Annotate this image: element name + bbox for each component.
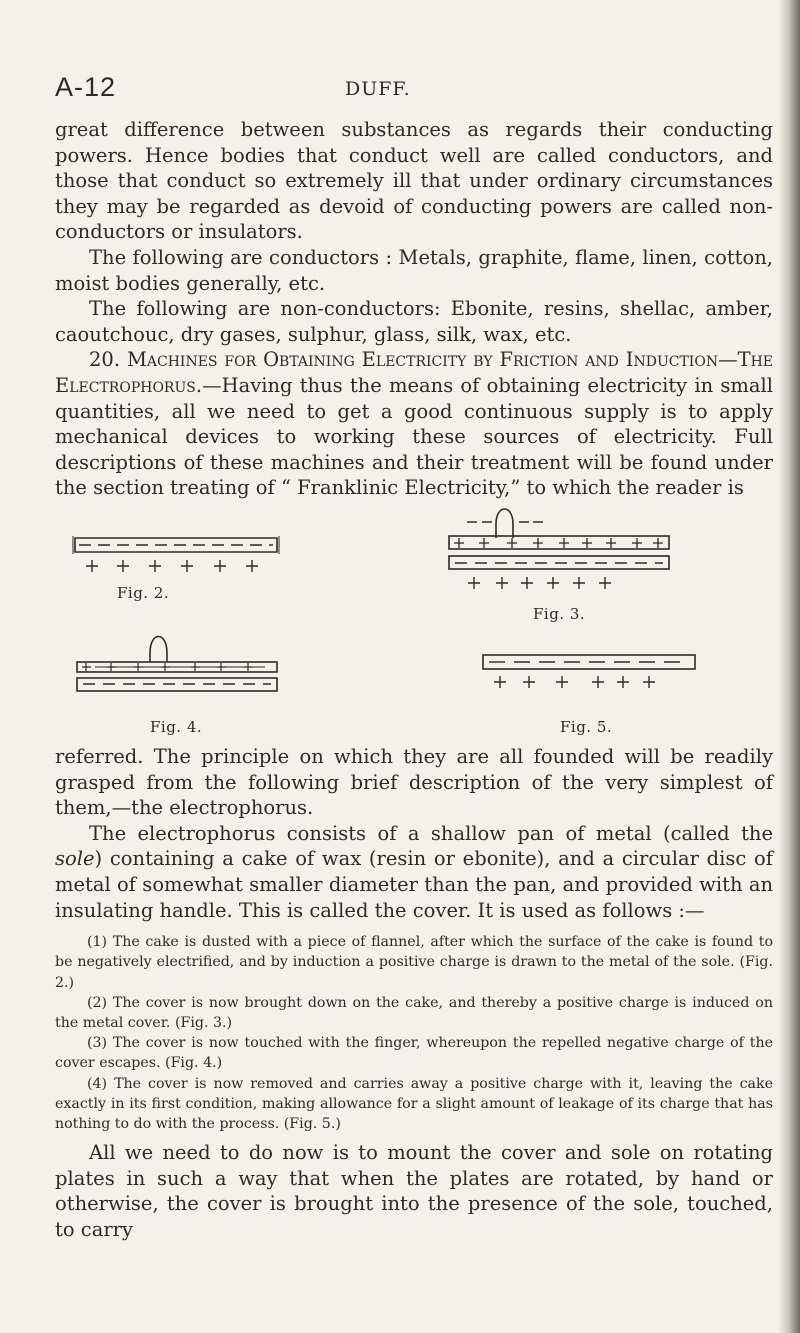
fig5-caption: Fig. 5. <box>560 718 613 736</box>
figures-area <box>55 508 773 740</box>
italic-term-sole: sole <box>55 847 95 871</box>
note-step-3: (3) The cover is now touched with the finger, whereupon the repelled negative charge of the cover escapes. (Fig. 4.) <box>55 1035 773 1072</box>
lower-text <box>55 744 773 1243</box>
paragraph-1: great difference between substances as regards their conducting powers. Hence bodies that conduct well are called conductors, and those that conduct so extremely ill that under ordinary circumstances they may be regarded as devoid of conducting powers are called non-conductors or insulators. <box>55 118 773 244</box>
section-body: —Having thus the means of obtaining electricity in small quantities, all we need to get a good continuous supply is to apply mechanical devices to working these sources of electricity. Full descriptions of these machines and their treatment will be found under the section treating of “ Franklinic Electricity,” to which the reader is <box>55 373 773 500</box>
note-step-2: (2) The cover is now brought down on the cake, and thereby a positive charge is induced on the metal cover. (Fig. 3.) <box>55 994 773 1031</box>
paragraph-final: All we need to do now is to mount the cover and sole on rotating plates in such a way that when the plates are rotated, by hand or otherwise, the cover is brought into the presence of the sole, touched, to carry <box>55 1141 773 1241</box>
section-number: 20. <box>89 348 121 372</box>
paragraph-non-conductors: The following are non-conductors: Ebonite, resins, shellac, amber, caoutchouc, dry gases, sulphur, glass, silk, wax, etc. <box>55 297 773 346</box>
fig2-caption: Fig. 2. <box>117 584 170 602</box>
upper-text <box>55 117 773 501</box>
paragraph-conductors: The following are conductors : Metals, graphite, flame, linen, cotton, moist bodies generally, etc. <box>55 245 773 295</box>
page-edge-shadow <box>778 0 800 1333</box>
paragraph-electrophorus: The electrophorus consists of a shallow pan of metal (called the sole) containing a cake of wax (resin or ebonite), and a circular disc of metal of somewhat smaller diameter than the pan, and provided with an insulating handle. This is called the cover. It is used as follows :— <box>55 821 773 922</box>
running-title: DUFF. <box>345 78 411 100</box>
section-20 <box>55 347 773 501</box>
note-step-1: (1) The cake is dusted with a piece of flannel, after which the surface of the cake is found to be negatively electrified, and by induction a positive charge is drawn to the metal of the sole. (Fig. 2.) <box>55 934 773 991</box>
fig4-caption: Fig. 4. <box>150 718 203 736</box>
fig4-diagram <box>77 637 277 692</box>
note-step-4: (4) The cover is now removed and carries away a positive charge with it, leaving the cake exactly in its first condition, making allowance for a slight amount of leakage of its charge that has nothing to do with the process. (Fig. 5.) <box>55 1075 773 1132</box>
fig5-diagram <box>483 655 695 688</box>
fig3-caption: Fig. 3. <box>533 605 586 623</box>
electrophorus-figures <box>55 508 773 740</box>
fig3-diagram <box>449 509 669 589</box>
fig2-diagram <box>73 536 279 572</box>
paragraph-referred: referred. The principle on which they are all founded will be readily grasped from the following brief description of the very simplest of them,—the electrophorus. <box>55 745 773 820</box>
page-header <box>55 72 675 108</box>
section-heading: Machines for Obtaining Electricity by Friction and Induction—The Electrophorus. <box>55 348 774 397</box>
page-number: A-12 <box>55 72 117 102</box>
